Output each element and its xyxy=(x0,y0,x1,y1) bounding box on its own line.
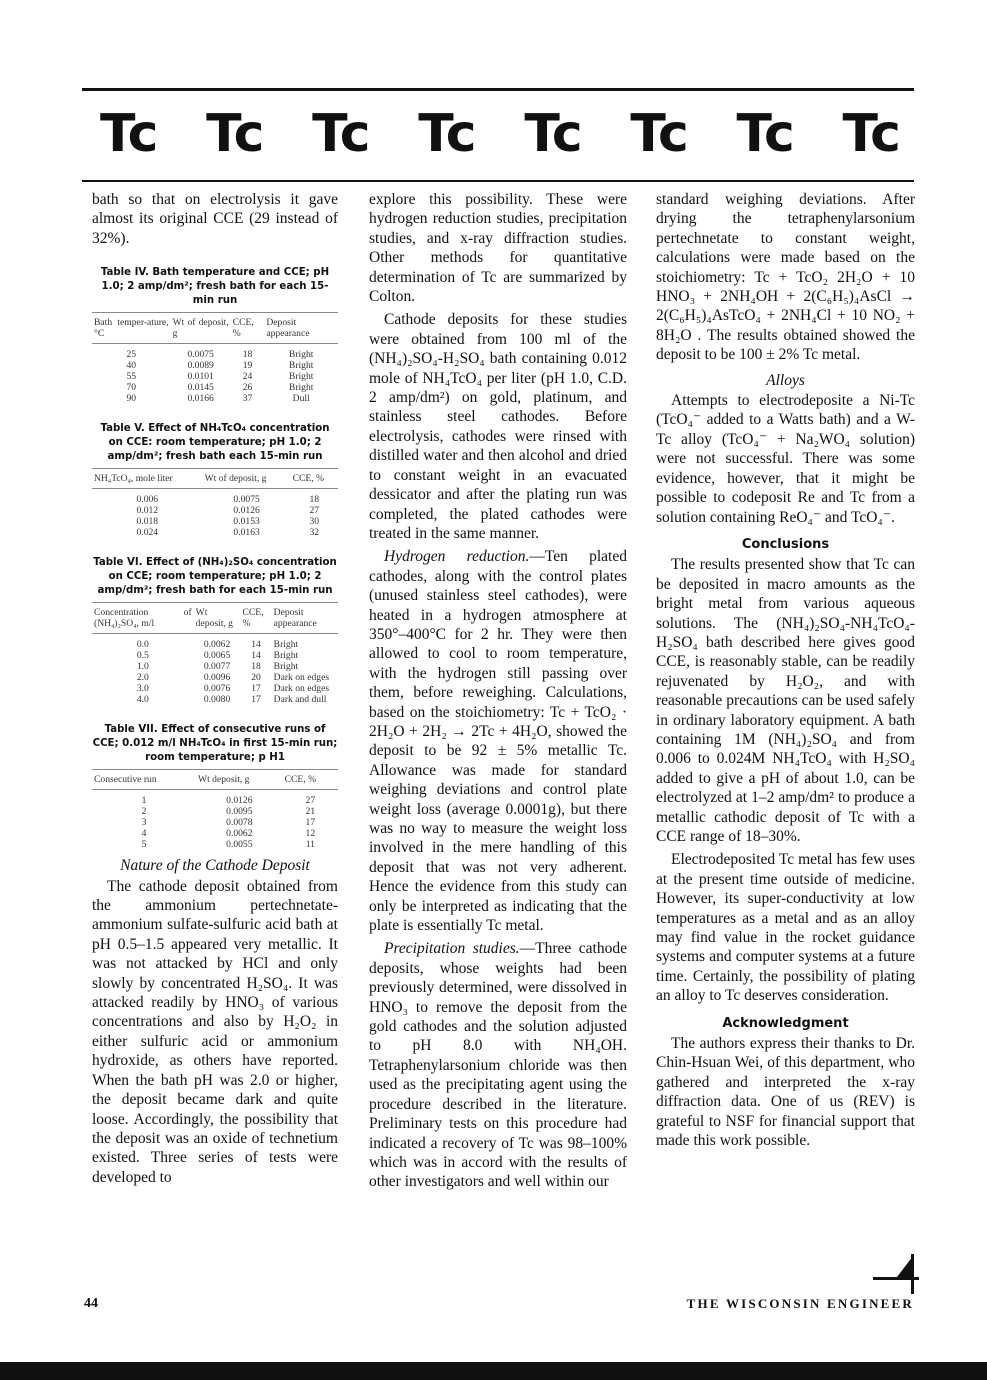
table-row xyxy=(92,516,338,527)
banner-tc: Tc xyxy=(100,104,158,164)
column-header: Wt of deposit, g xyxy=(171,313,231,344)
table-cell: 20 xyxy=(251,672,261,684)
column-header: CCE, % xyxy=(283,770,338,790)
table-row xyxy=(92,839,338,850)
banner-tc: Tc xyxy=(206,104,264,164)
table-iv xyxy=(92,312,338,404)
table-cell: 18 xyxy=(309,494,320,506)
table-row xyxy=(92,393,338,404)
table-vii xyxy=(92,769,338,850)
table-row xyxy=(92,683,338,694)
table-cell: 0.0163 xyxy=(233,527,260,539)
table-cell: Bright xyxy=(288,371,314,383)
table-cell: 2 xyxy=(141,806,147,818)
table-cell: 0.0095 xyxy=(226,806,253,818)
paragraph-text: —Three cathode deposits, whose weights had been previously determined, were dissolved in HNO₃ to remove the deposit from the gold cathodes and the solution adjusted to pH 8.0 with NH₄OH. Tetraphenylarsonium chloride was then used as the precipitating agent using the procedure described in the literature. Preliminary tests on this procedure had indicated a recovery of Tc was 98–100% which was in accord with the results of other investigators and well within our xyxy=(369,940,627,1191)
table-row xyxy=(92,694,338,705)
column-header: Deposit appearance xyxy=(264,313,338,344)
table-cell: Dark on edges xyxy=(273,683,330,695)
data-table xyxy=(92,769,338,850)
page-number: 44 xyxy=(84,1296,98,1311)
journal-name: THE WISCONSIN ENGINEER xyxy=(686,1296,914,1311)
banner-tc: Tc xyxy=(418,104,476,164)
banner-rule xyxy=(82,180,914,182)
paragraph: The authors express their thanks to Dr. Chin-Hsuan Wei, of this department, who gathered and interpreted the x-ray diffraction data. One of us (REV) is grateful to NSF for financial support that made this work possible. xyxy=(656,1035,915,1150)
banner-tc: Tc xyxy=(842,104,900,164)
table-vii-caption: Table VII. Effect of consecutive runs of CCE; 0.012 m/l NH₄TcO₄ in first 15-min run; room temperature; p H1 xyxy=(92,724,338,764)
table-cell: 70 xyxy=(126,382,137,394)
table-cell: Dull xyxy=(292,393,310,405)
paragraph-text: —Ten plated cathodes, along with the control plates (unused stainless steel cathodes), were heated in a hydrogen atmosphere at 350°–400°C for 2 hr. They were then allowed to cool to room temperature, with the hydrogen still passing over them, before reweighing. Calculations, based on the stoichiometry: Tc + TcO₂ · 2H₂O + 2H₂ → 2Tc + 4H₂O, showed the deposit to be 92 ± 5% metallic Tc. Allowance was made for standard weighing deviations and control plate weight loss (average 0.0001g), but there was no way to measure the weight loss involved in the mere handling of this deposit that was not very adherent. Hence the evidence from this study can only be interpreted as indicating that the plate is essentially Tc metal. xyxy=(369,548,627,935)
table-cell: 1.0 xyxy=(136,661,149,673)
table-vi xyxy=(92,602,338,705)
table-cell: 0.006 xyxy=(136,494,159,506)
table-cell: 21 xyxy=(305,806,316,818)
table-cell: 3.0 xyxy=(136,683,149,695)
table-cell: 0.0126 xyxy=(226,795,253,807)
table-cell: 17 xyxy=(251,694,261,706)
table-cell: Bright xyxy=(288,349,314,361)
table-cell: 0.0096 xyxy=(203,672,231,684)
column-3 xyxy=(656,190,915,1155)
table-row xyxy=(92,505,338,516)
table-cell: Dark on edges xyxy=(273,672,330,684)
column-1 xyxy=(92,190,338,1191)
paragraph: Cathode deposits for these studies were obtained from 100 ml of the (NH₄)₂SO₄-H₂SO₄ bath containing 0.012 mole of NH₄TcO₄ per liter (pH 1.0, C.D. 2 amp/dm²) on gold, platinum, and stainless steel cathodes. Before electrolysis, cathodes were rinsed with distilled water and then alcohol and dried to constant weight in an evacuated dessicator and after the plating run was completed, the plated cathodes were treated in the same manner. xyxy=(369,311,627,542)
paragraph xyxy=(369,547,627,935)
table-cell: 14 xyxy=(251,639,261,651)
table-cell: 11 xyxy=(305,839,315,851)
run-in-heading: Hydrogen reduction. xyxy=(384,548,530,566)
data-table xyxy=(92,468,338,538)
table-cell: 18 xyxy=(242,349,253,361)
banner-tc: Tc xyxy=(524,104,582,164)
table-cell: 0.0166 xyxy=(187,393,214,405)
alloys-heading: Alloys xyxy=(766,371,805,389)
paragraph: Electrodeposited Tc metal has few uses at the present time outside of medicine. However, its super-conductivity at low temperatures as a metal and as an alloy may find value in the rocket guidance systems and computer systems at a future time. Certainly, the possibility of plating an alloy to Tc deserves consideration. xyxy=(656,851,915,1005)
table-cell: 0.0055 xyxy=(226,839,253,851)
table-cell: 19 xyxy=(242,360,253,372)
table-cell: 0.0077 xyxy=(203,661,231,673)
banner-tc: Tc xyxy=(630,104,688,164)
paragraph: The results presented show that Tc can be deposited in macro amounts as the bright metal from various aqueous solutions. The (NH₄)₂SO₄-NH₄TcO₄-H₂SO₄ bath described here gives good CCE, is reasonably stable, can be readily rejuvenated by H₂O₂, and with reasonable precautions can be used safely in ordinary laboratory equipment. A bath containing 1M (NH₄)₂SO₄ and from 0.006 to 0.024M NH₄TcO₄ with H₂SO₄ added to give a pH of about 1.0, can be electrolyzed at 1–2 amp/dm² to produce a metallic cathodic deposit of Tc with a CCE range of 18–30%. xyxy=(656,556,915,845)
table-cell: 0.012 xyxy=(136,505,159,517)
column-header: Deposit appearance xyxy=(272,603,338,634)
column-header: Wt of deposit, g xyxy=(203,469,291,489)
table-cell: 55 xyxy=(126,371,137,383)
top-rule xyxy=(82,88,914,91)
table-cell: 18 xyxy=(251,661,261,673)
column-header: CCE, % xyxy=(291,469,338,489)
bottom-bar xyxy=(0,1362,987,1380)
table-row xyxy=(92,360,338,371)
data-table xyxy=(92,602,338,705)
conclusions-heading: Conclusions xyxy=(741,536,830,552)
column-header: CCE, % xyxy=(231,313,265,344)
table-row xyxy=(92,672,338,683)
table-cell: 30 xyxy=(309,516,320,528)
table-cell: 4 xyxy=(141,828,147,840)
run-in-heading: Precipitation studies. xyxy=(384,940,520,958)
table-row xyxy=(92,661,338,672)
table-row xyxy=(92,371,338,382)
table-cell: 0.0101 xyxy=(187,371,214,383)
table-cell: Dark and dull xyxy=(273,694,327,706)
table-row xyxy=(92,790,338,807)
paragraph xyxy=(369,939,627,1191)
table-cell: 0.024 xyxy=(136,527,159,539)
table-cell: 0.0075 xyxy=(187,349,214,361)
table-cell: 2.0 xyxy=(136,672,149,684)
table-row xyxy=(92,650,338,661)
table-cell: Bright xyxy=(273,650,299,662)
table-cell: 0.018 xyxy=(136,516,159,528)
table-cell: Bright xyxy=(273,661,299,673)
banner-tc: Tc xyxy=(312,104,370,164)
table-cell: 0.0078 xyxy=(226,817,253,829)
table-cell: 0.5 xyxy=(136,650,149,662)
table-row xyxy=(92,527,338,538)
table-cell: 3 xyxy=(141,817,147,829)
table-cell: 14 xyxy=(251,650,261,662)
table-cell: 40 xyxy=(126,360,137,372)
table-v-caption: Table V. Effect of NH₄TcO₄ concentration on CCE: room temperature; pH 1.0; 2 amp/dm²; fresh bath each 15-min run xyxy=(100,423,330,463)
paragraph: standard weighing deviations. After drying the tetraphenylarsonium pertechnetate to constant weight, calculations were made based on the stoichiometry: Tc + TcO₂ 2H₂O + 10 HNO₃ + 2NH₄OH + 2(C₆H₅)₄AsCl → 2(C₆H₅)₄AsTcO₄ + 2NH₄Cl + 10 NO₂ + 8H₂O . The results obtained showed the deposit to be 100 ± 2% Tc metal. xyxy=(656,191,915,364)
table-cell: Bright xyxy=(288,382,314,394)
column-header: Consecutive run xyxy=(92,770,196,790)
table-row xyxy=(92,382,338,393)
paragraph: The cathode deposit obtained from the ammonium pertechnetate-ammonium sulfate-sulfuric acid bath at pH 0.5–1.5 appeared very metallic. It was not attacked by HCl and only slowly by concentrated H₂SO₄. It was attacked readily by HNO₃ of various concentrations and also by H₂O₂ in either sulfuric acid or ammonium hydroxide, as others have reported. When the bath pH was 2.0 or higher, the deposit became dark and quite loose. Accordingly, the possibility that the deposit was an oxide of technetium existed. Three series of tests were developed to xyxy=(92,877,338,1186)
table-cell: 24 xyxy=(242,371,253,383)
data-table xyxy=(92,312,338,404)
paragraph: Attempts to electrodeposite a Ni-Tc (TcO₄⁻ added to a Watts bath) and a W-Tc alloy (TcO₄⁻ + Na₂WO₄ solution) were not successful. There was some evidence, however, that it might be possible to codeposit Re and Tc from a solution containing ReO₄⁻ and TcO₄⁻. xyxy=(656,392,915,526)
table-cell: 90 xyxy=(126,393,137,405)
table-row xyxy=(92,489,338,506)
table-cell: 0.0153 xyxy=(233,516,260,528)
paragraph: explore this possibility. These were hydrogen reduction studies, precipitation studies, and x-ray diffraction studies. Other methods for quantitative determination of Tc are summarized by Colton. xyxy=(369,191,627,306)
banner-tc: Tc xyxy=(736,104,794,164)
column-header: Concentration of (NH₄)₂SO₄, m/l xyxy=(92,603,194,634)
table-cell: 0.0065 xyxy=(203,650,231,662)
column-header: Bath temper-ature, °C xyxy=(92,313,171,344)
table-cell: 0.0080 xyxy=(203,694,231,706)
column-header: NH₄TcO₄, mole liter xyxy=(92,469,203,489)
table-cell: 37 xyxy=(242,393,253,405)
table-cell: 32 xyxy=(309,527,320,539)
table-row xyxy=(92,806,338,817)
table-cell: 5 xyxy=(141,839,147,851)
column-header: Wt deposit, g xyxy=(194,603,241,634)
column-2 xyxy=(369,190,627,1196)
table-cell: Bright xyxy=(273,639,299,651)
table-cell: 0.0062 xyxy=(203,639,231,651)
table-cell: 0.0075 xyxy=(233,494,260,506)
end-mark-icon xyxy=(873,1250,919,1296)
table-cell: 0.0126 xyxy=(233,505,260,517)
table-cell: 0.0076 xyxy=(203,683,231,695)
table-iv-caption: Table IV. Bath temperature and CCE; pH 1.0; 2 amp/dm²; fresh bath for each 15-min run xyxy=(100,267,330,307)
table-cell: 0.0 xyxy=(136,639,149,651)
table-cell: 12 xyxy=(305,828,316,840)
table-row xyxy=(92,817,338,828)
table-cell: 26 xyxy=(242,382,253,394)
table-cell: 27 xyxy=(305,795,316,807)
table-row xyxy=(92,828,338,839)
column-header: CCE, % xyxy=(240,603,271,634)
table-row xyxy=(92,344,338,361)
table-vi-caption: Table VI. Effect of (NH₄)₂SO₄ concentration on CCE; room temperature; pH 1.0; 2 amp/dm²; fresh bath for each 15-min run xyxy=(93,557,337,597)
table-cell: Bright xyxy=(288,360,314,372)
table-cell: 0.0089 xyxy=(187,360,214,372)
table-cell: 17 xyxy=(305,817,316,829)
table-cell: 1 xyxy=(141,795,147,807)
table-cell: 0.0062 xyxy=(226,828,253,840)
table-cell: 27 xyxy=(309,505,320,517)
table-cell: 17 xyxy=(251,683,261,695)
paragraph: bath so that on electrolysis it gave almost its original CCE (29 instead of 32%). xyxy=(92,191,338,247)
column-header: Wt deposit, g xyxy=(196,770,283,790)
tc-banner xyxy=(100,100,900,168)
section-heading: Nature of the Cathode Deposit xyxy=(120,857,310,875)
table-v xyxy=(92,468,338,538)
table-cell: 4.0 xyxy=(136,694,149,706)
table-cell: 0.0145 xyxy=(187,382,214,394)
table-row xyxy=(92,634,338,651)
table-cell: 25 xyxy=(126,349,137,361)
acknowledgment-heading: Acknowledgment xyxy=(722,1015,849,1031)
